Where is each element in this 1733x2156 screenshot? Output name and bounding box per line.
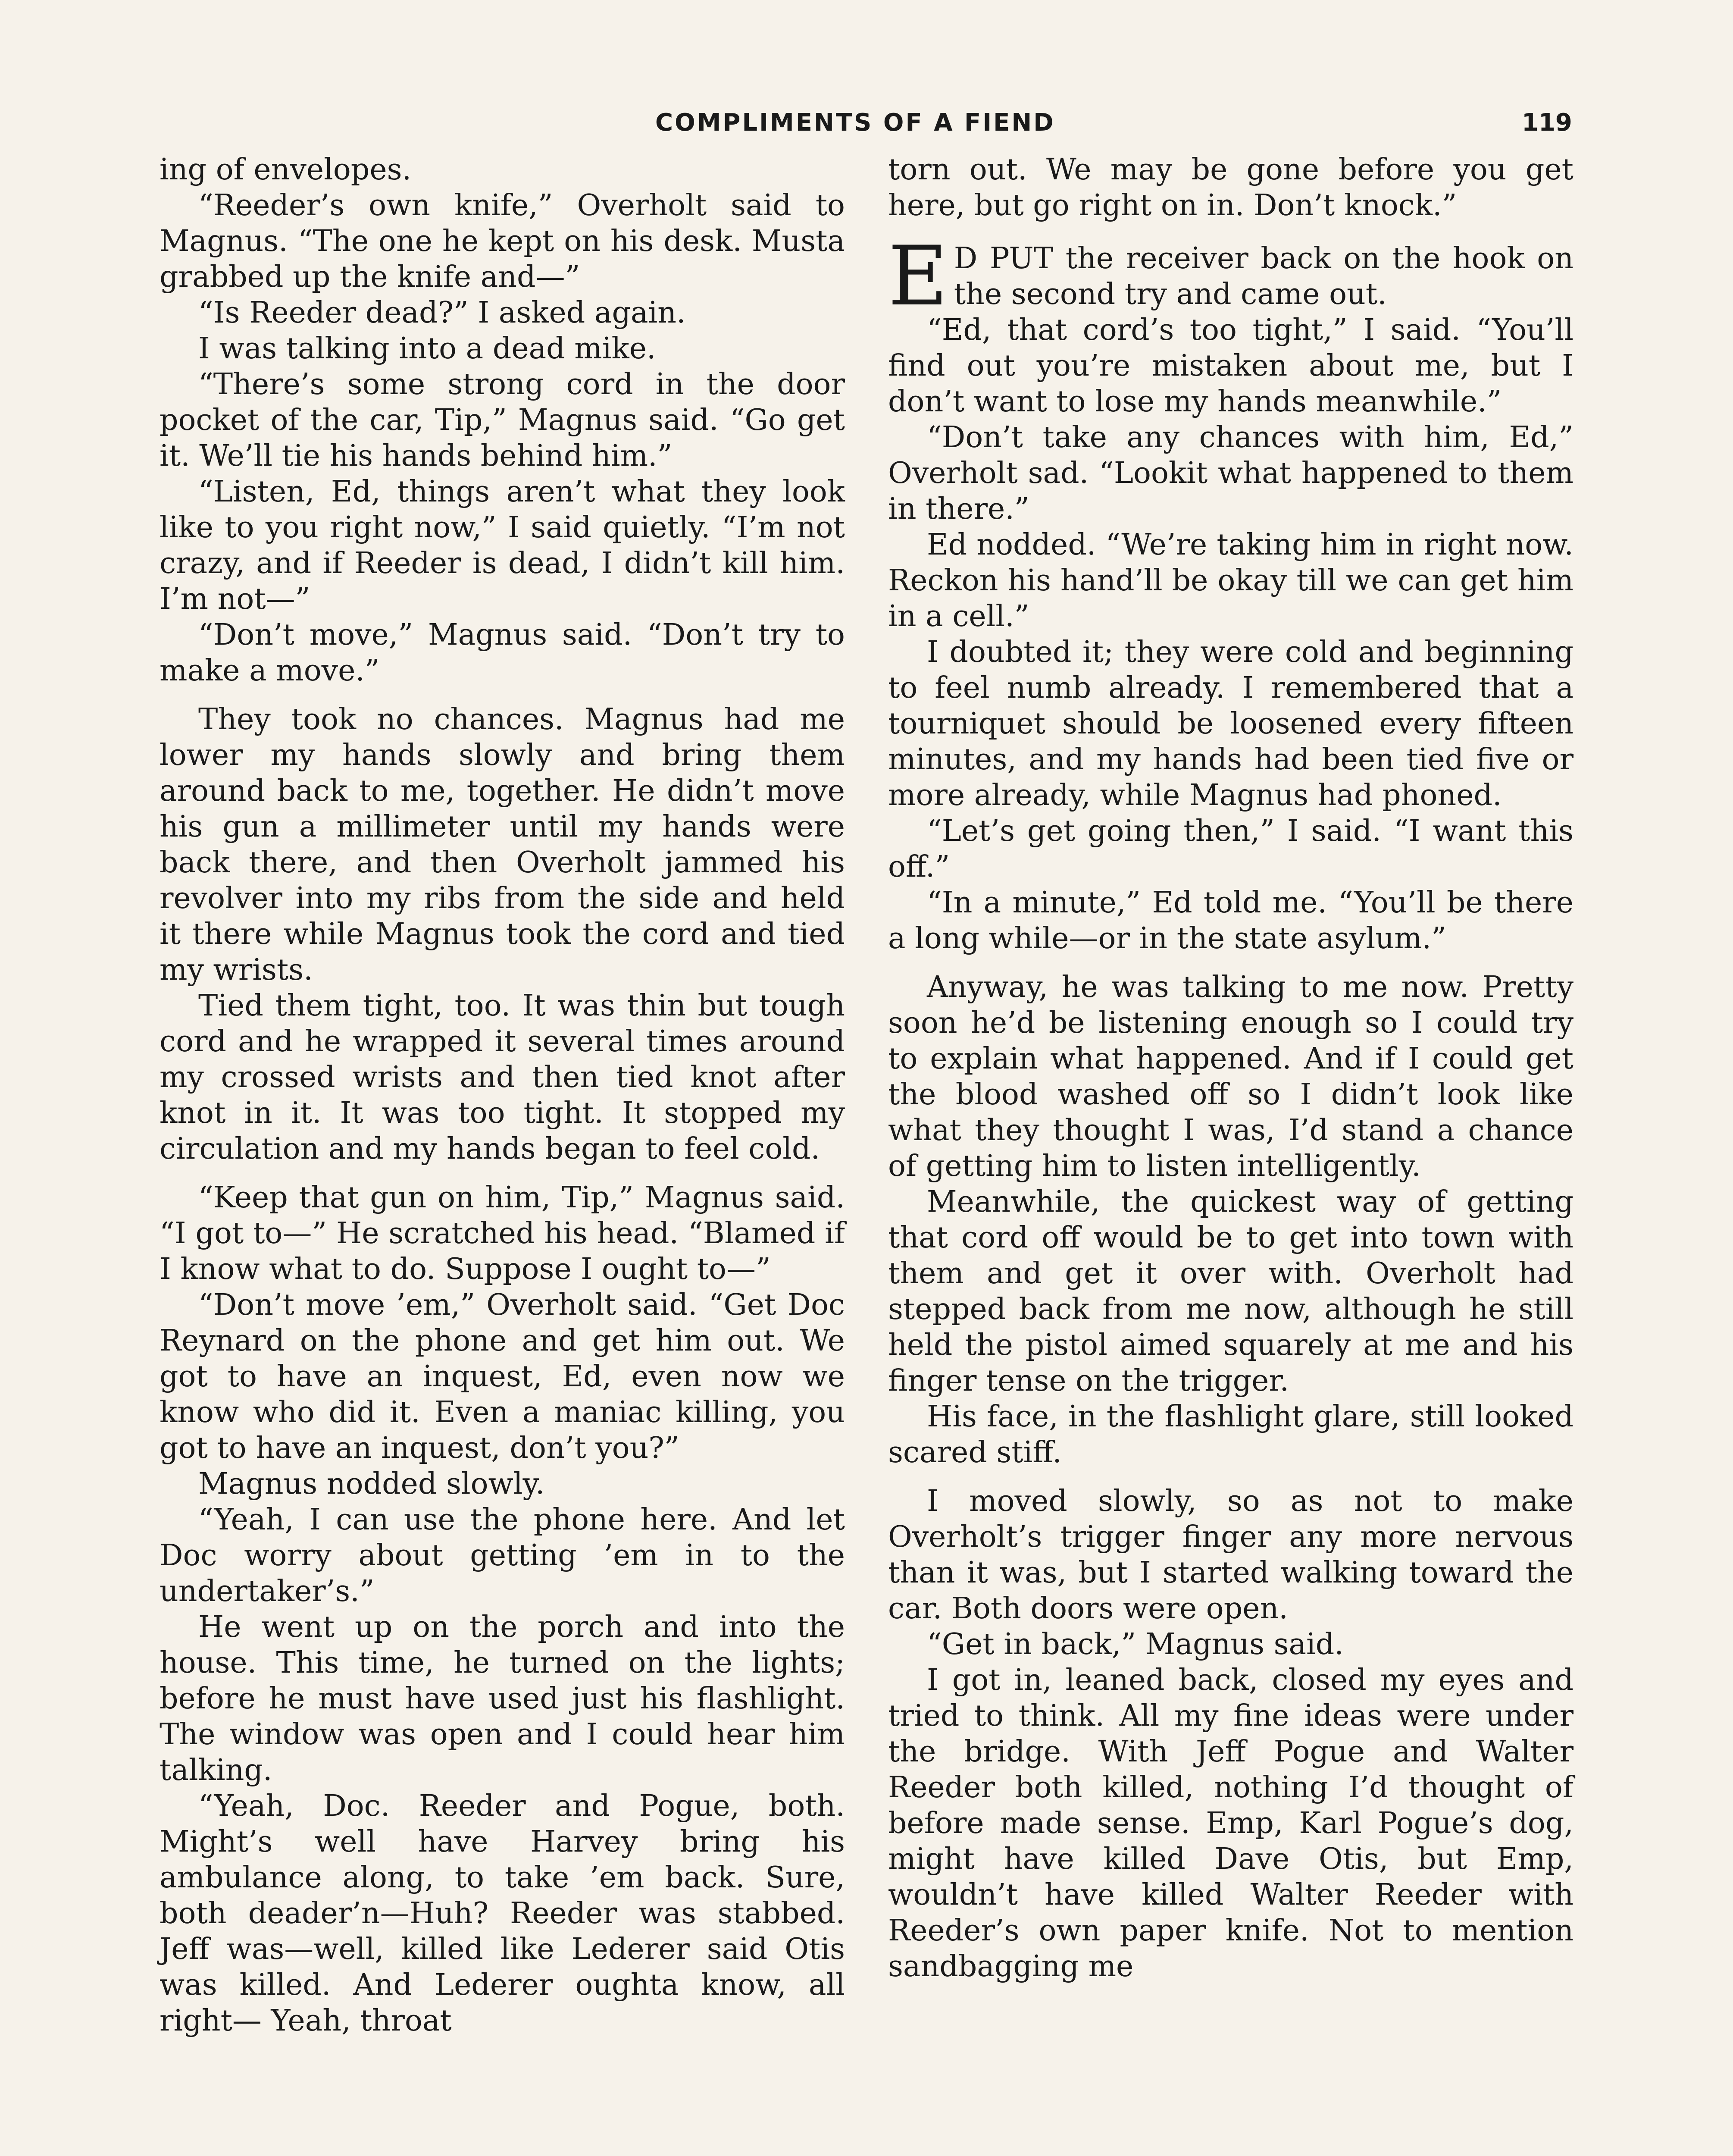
paragraph: “Don’t move ’em,” Overholt said. “Get Doc Reynard on the phone and get him out. We got to have an inquest, Ed, even now we know who did it. Even a maniac killing, you got to have an inquest, don’t you?” (160, 1288, 845, 1465)
paragraph: “Listen, Ed, things aren’t what they look like to you right now,” I said quietly. “I’m not crazy, and if Reeder is dead, I didn’t kill him. I’m not—” (160, 475, 845, 616)
paragraph: I doubted it; they were cold and beginning to feel numb already. I remembered that a tourniquet should be loosened every fifteen minutes, and my hands had been tied five or more already, while Magnus had phoned. (888, 635, 1573, 812)
paragraph: ing of envelopes. (160, 153, 412, 187)
paragraph: “Don’t take any chances with him, Ed,” Overholt sad. “Lookit what happened to them in there.” (888, 420, 1573, 526)
paragraph: “Is Reeder dead?” I asked again. (198, 296, 686, 330)
paragraph: “There’s some strong cord in the door pocket of the car, Tip,” Magnus said. “Go get it. We’ll tie his hands behind him.” (160, 367, 845, 473)
right-column (888, 152, 1573, 1984)
paragraph: Meanwhile, the quickest way of getting that cord off would be to get into town with them and get it over with. Overholt had stepped back from me now, although he still held the pistol aimed squarely at me and his finger tense on the trigger. (888, 1185, 1573, 1398)
page-number: 119 (1522, 109, 1572, 137)
paragraph: “Yeah, Doc. Reeder and Pogue, both. Might’s well have Harvey bring his ambulance along, to take ’em back. Sure, both deader’n—Huh? Reeder was stabbed. Jeff was—well, killed like Lederer said Otis was killed. And Lederer oughta know, all right— Yeah, throat (160, 1789, 845, 2038)
paragraph: They took no chances. Magnus had me lower my hands slowly and bring them around back to me, together. He didn’t move his gun a millimeter until my hands were back there, and then Overholt jammed his revolver into my ribs from the side and held it there while Magnus took the cord and tied my wrists. (160, 702, 845, 987)
paragraph: “Keep that gun on him, Tip,” Magnus said. “I got to—” He scratched his head. “Blamed if I know what to do. Suppose I ought to—” (160, 1181, 845, 1286)
paragraph: “Get in back,” Magnus said. (927, 1627, 1344, 1661)
paragraph: “Reeder’s own knife,” Overholt said to Magnus. “The one he kept on his desk. Musta grabbed up the knife and—” (160, 188, 845, 294)
paragraph: “Ed, that cord’s too tight,” I said. “You’ll find out you’re mistaken about me, but I don’t want to lose my hands meanwhile.” (888, 313, 1573, 419)
paragraph: torn out. We may be gone before you get here, but go right on in. Don’t knock.” (888, 153, 1573, 222)
paragraph: His face, in the flashlight glare, still looked scared stiff. (888, 1400, 1573, 1470)
drop-cap-letter: E (888, 229, 948, 324)
paragraph: I moved slowly, so as not to make Overholt’s trigger finger any more nervous than it was, but I started walking toward the car. Both doors were open. (888, 1484, 1573, 1626)
paragraph: Tied them tight, too. It was thin but tough cord and he wrapped it several times around my crossed wrists and then tied knot after knot in it. It was too tight. It stopped my circulation and my hands began to feel cold. (160, 989, 845, 1166)
paragraph: Anyway, he was talking to me now. Pretty soon he’d be listening enough so I could try to explain what happened. And if I could get the blood washed off so I didn’t look like what they thought I was, I’d stand a chance of getting him to listen intelligently. (888, 970, 1573, 1183)
paragraph: “In a minute,” Ed told me. “You’ll be there a long while—or in the state asylum.” (888, 886, 1573, 956)
paragraph: “Don’t move,” Magnus said. “Don’t try to make a move.” (160, 618, 845, 688)
paragraph: Magnus nodded slowly. (198, 1467, 545, 1501)
paragraph: I was talking into a dead mike. (198, 332, 656, 366)
paragraph: He went up on the porch and into the house. This time, he turned on the lights; before he must have used just his flashlight. The window was open and I could hear him talking. (160, 1610, 845, 1787)
paragraph: “Yeah, I can use the phone here. And let Doc worry about getting ’em in to the undertaker’s.” (160, 1503, 845, 1608)
paragraph: “Let’s get going then,” I said. “I want this off.” (888, 814, 1573, 884)
paragraph: I got in, leaned back, closed my eyes and tried to think. All my fine ideas were under the bridge. With Jeff Pogue and Walter Reeder both killed, nothing I’d thought of before made sense. Emp, Karl Pogue’s dog, might have killed Dave Otis, but Emp, wouldn’t have killed Walter Reeder with Reeder’s own paper knife. Not to mention sandbagging me (888, 1663, 1573, 1984)
drop-cap-paragraph (888, 229, 1573, 324)
running-title: COMPLIMENTS OF A FIEND (655, 109, 1055, 137)
page-header (0, 109, 1733, 143)
left-column (160, 152, 845, 2039)
paragraph: Ed nodded. “We’re taking him in right now. Reckon his hand’ll be okay till we can get him in a cell.” (888, 528, 1573, 633)
drop-cap-paragraph-text: D PUT the receiver back on the hook on the second try and came out. (954, 241, 1573, 311)
